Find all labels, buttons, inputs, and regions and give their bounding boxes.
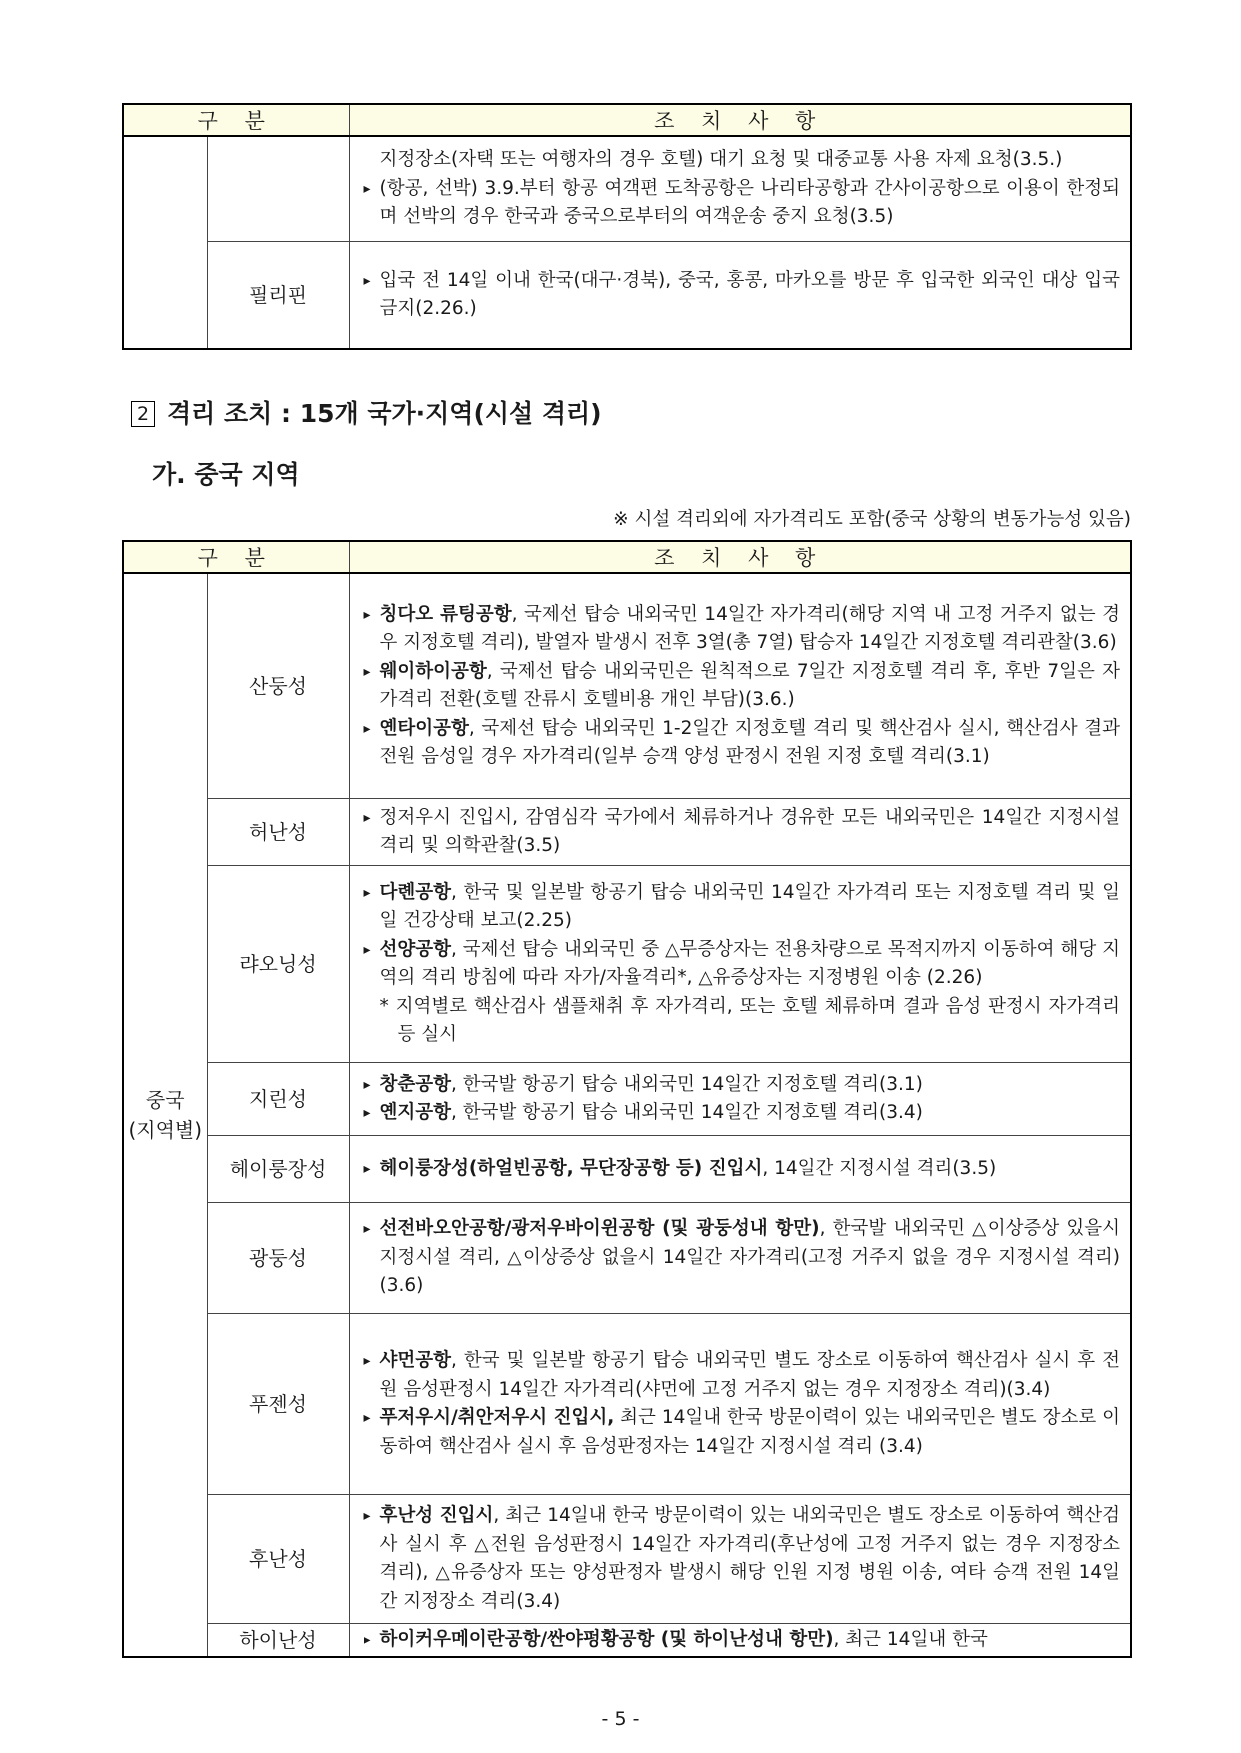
header-action: 조 치 사 항 [349,541,1131,573]
action-item: ▸ 후난성 진입시, 최근 14일내 한국 방문이력이 있는 내외국민은 별도 장소로 이동하여 핵산검사 실시 후 △전원 음성판정시 14일간 자가격리(후난성에 고정 거주지 없는 경우 지정장소 격리), △유증상자 또는 양성판정자 발생시 해당 인원 지정 병원 이송, 여타 승객 전원 14일간 지정장소 격리(3.4) [364,1502,1121,1616]
action-item: ▸ 샤먼공항, 한국 및 일본발 항공기 탑승 내외국민 별도 장소로 이동하여 핵산검사 실시 후 전원 음성판정시 14일간 자가격리(샤먼에 고정 거주지 없는 경우 지정장소 격리)(3.4) [364,1347,1121,1404]
action-item: ▸ 헤이룽장성(하얼빈공항, 무단장공항 등) 진입시, 14일간 지정시설 격리(3.5) [364,1155,1121,1184]
region-name: 랴오닝성 [207,866,349,1063]
action-item: ▸ 창춘공항, 한국발 항공기 탑승 내외국민 14일간 지정호텔 격리(3.1) [364,1071,1121,1100]
table-row [123,1063,1131,1136]
header-action: 조 치 사 항 [349,104,1131,136]
section-heading [131,394,602,430]
subsection-heading: 가. 중국 지역 [152,460,300,489]
table-row [123,1495,1131,1624]
action-item: ▸ 정저우시 진입시, 감염심각 국가에서 체류하거나 경유한 모든 내외국민은 14일간 지정시설 격리 및 의학관찰(3.5) [364,804,1121,861]
region-name: 허난성 [207,799,349,866]
region-name: 광둥성 [207,1203,349,1314]
country-cell-empty [207,136,349,242]
china-region-table [122,540,1132,1658]
region-name: 지린성 [207,1063,349,1136]
table-row [123,1203,1131,1314]
country-measures-table [122,103,1132,350]
action-cell [349,1624,1131,1658]
table-header [123,541,1131,573]
page-number: - 5 - [601,1708,640,1730]
group-label: 중국 [145,1088,185,1112]
action-cell [349,573,1131,799]
table-header [123,104,1131,136]
region-name: 산둥성 [207,573,349,799]
table-row [123,1624,1131,1658]
action-item: ▸ 옌지공항, 한국발 항공기 탑승 내외국민 14일간 지정호텔 격리(3.4) [364,1099,1121,1128]
action-cell [349,1203,1131,1314]
region-name: 하이난성 [207,1624,349,1658]
section-number-box: 2 [131,401,155,427]
action-cell [349,799,1131,866]
table-row [123,573,1131,799]
action-item: ▸ 웨이하이공항, 국제선 탑승 내외국민은 원칙적으로 7일간 지정호텔 격리 후, 후반 7일은 자가격리 전환(호텔 잔류시 호텔비용 개인 부담)(3.6.) [364,658,1121,715]
region-name: 푸젠성 [207,1314,349,1495]
region-name: 헤이룽장성 [207,1136,349,1203]
section-title: 격리 조치 : 15개 국가·지역(시설 격리) [167,399,602,428]
action-item: ▸ 입국 전 14일 이내 한국(대구·경북), 중국, 홍콩, 마카오를 방문 후 입국한 외국인 대상 입국금지(2.26.) [364,267,1121,324]
table-row [123,1136,1131,1203]
action-item: ▸ (항공, 선박) 3.9.부터 항공 여객편 도착공항은 나리타공항과 간사이공항으로 이용이 한정되며 선박의 경우 한국과 중국으로부터의 여객운송 중지 요청(3.5) [364,175,1121,232]
table-row [123,136,1131,242]
action-item: ▸ 선전바오안공항/광저우바이윈공항 (및 광둥성내 항만), 한국발 내외국민 △이상증상 있을시 지정시설 격리, △이상증상 없을시 14일간 자가격리(고정 거주지 없을 경우 지정시설 격리)(3.6) [364,1215,1121,1301]
group-cell [123,573,207,1657]
action-item: ▸ 하이커우메이란공항/싼야펑황공항 (및 하이난성내 항만), 최근 14일내 한국 [364,1626,1121,1655]
action-cell [349,866,1131,1063]
header-category: 구 분 [123,541,349,573]
action-item: ▸ 선양공항, 국제선 탑승 내외국민 중 △무증상자는 전용차량으로 목적지까지 이동하여 해당 지역의 격리 방침에 따라 자가/자율격리*, △유증상자는 지정병원 이송 (2.26) [364,936,1121,993]
action-cell [349,136,1131,242]
region-name: 후난성 [207,1495,349,1624]
action-cell [349,242,1131,350]
group-sublabel: (지역별) [128,1118,203,1142]
reference-note: ※ 시설 격리외에 자가격리도 포함(중국 상황의 변동가능성 있음) [613,509,1131,530]
table-row [123,866,1131,1063]
header-category: 구 분 [123,104,349,136]
action-text: 지정장소(자택 또는 여행자의 경우 호텔) 대기 요청 및 대중교통 사용 자제 요청(3.5.) [379,149,1063,171]
country-name: 필리핀 [207,242,349,350]
action-cell [349,1063,1131,1136]
action-cell [349,1314,1131,1495]
group-cell-empty [123,136,207,349]
action-item: ▸ 다롄공항, 한국 및 일본발 항공기 탑승 내외국민 14일간 자가격리 또는 지정호텔 격리 및 일일 건강상태 보고(2.25) [364,879,1121,936]
action-item: ▸ 옌타이공항, 국제선 탑승 내외국민 1-2일간 지정호텔 격리 및 핵산검사 실시, 핵산검사 결과 전원 음성일 경우 자가격리(일부 승객 양성 판정시 전원 지정 호텔 격리(3.1) [364,715,1121,772]
action-item: ▸ 칭다오 류팅공항, 국제선 탑승 내외국민 14일간 자가격리(해당 지역 내 고정 거주지 없는 경우 지정호텔 격리), 발열자 발생시 전후 3열(총 7열) 탑승자 14일간 지정호텔 격리관찰(3.6) [364,601,1121,658]
action-item: ▸ 푸저우시/취안저우시 진입시, 최근 14일내 한국 방문이력이 있는 내외국민은 별도 장소로 이동하여 핵산검사 실시 후 음성판정자는 14일간 지정시설 격리 (3.4) [364,1404,1121,1461]
action-cell [349,1136,1131,1203]
footnote: * 지역별로 핵산검사 샘플채취 후 자가격리, 또는 호텔 체류하며 결과 음성 판정시 자가격리 등 실시 [379,995,1120,1045]
table-row [123,242,1131,350]
action-cell [349,1495,1131,1624]
table-row [123,799,1131,866]
table-row [123,1314,1131,1495]
